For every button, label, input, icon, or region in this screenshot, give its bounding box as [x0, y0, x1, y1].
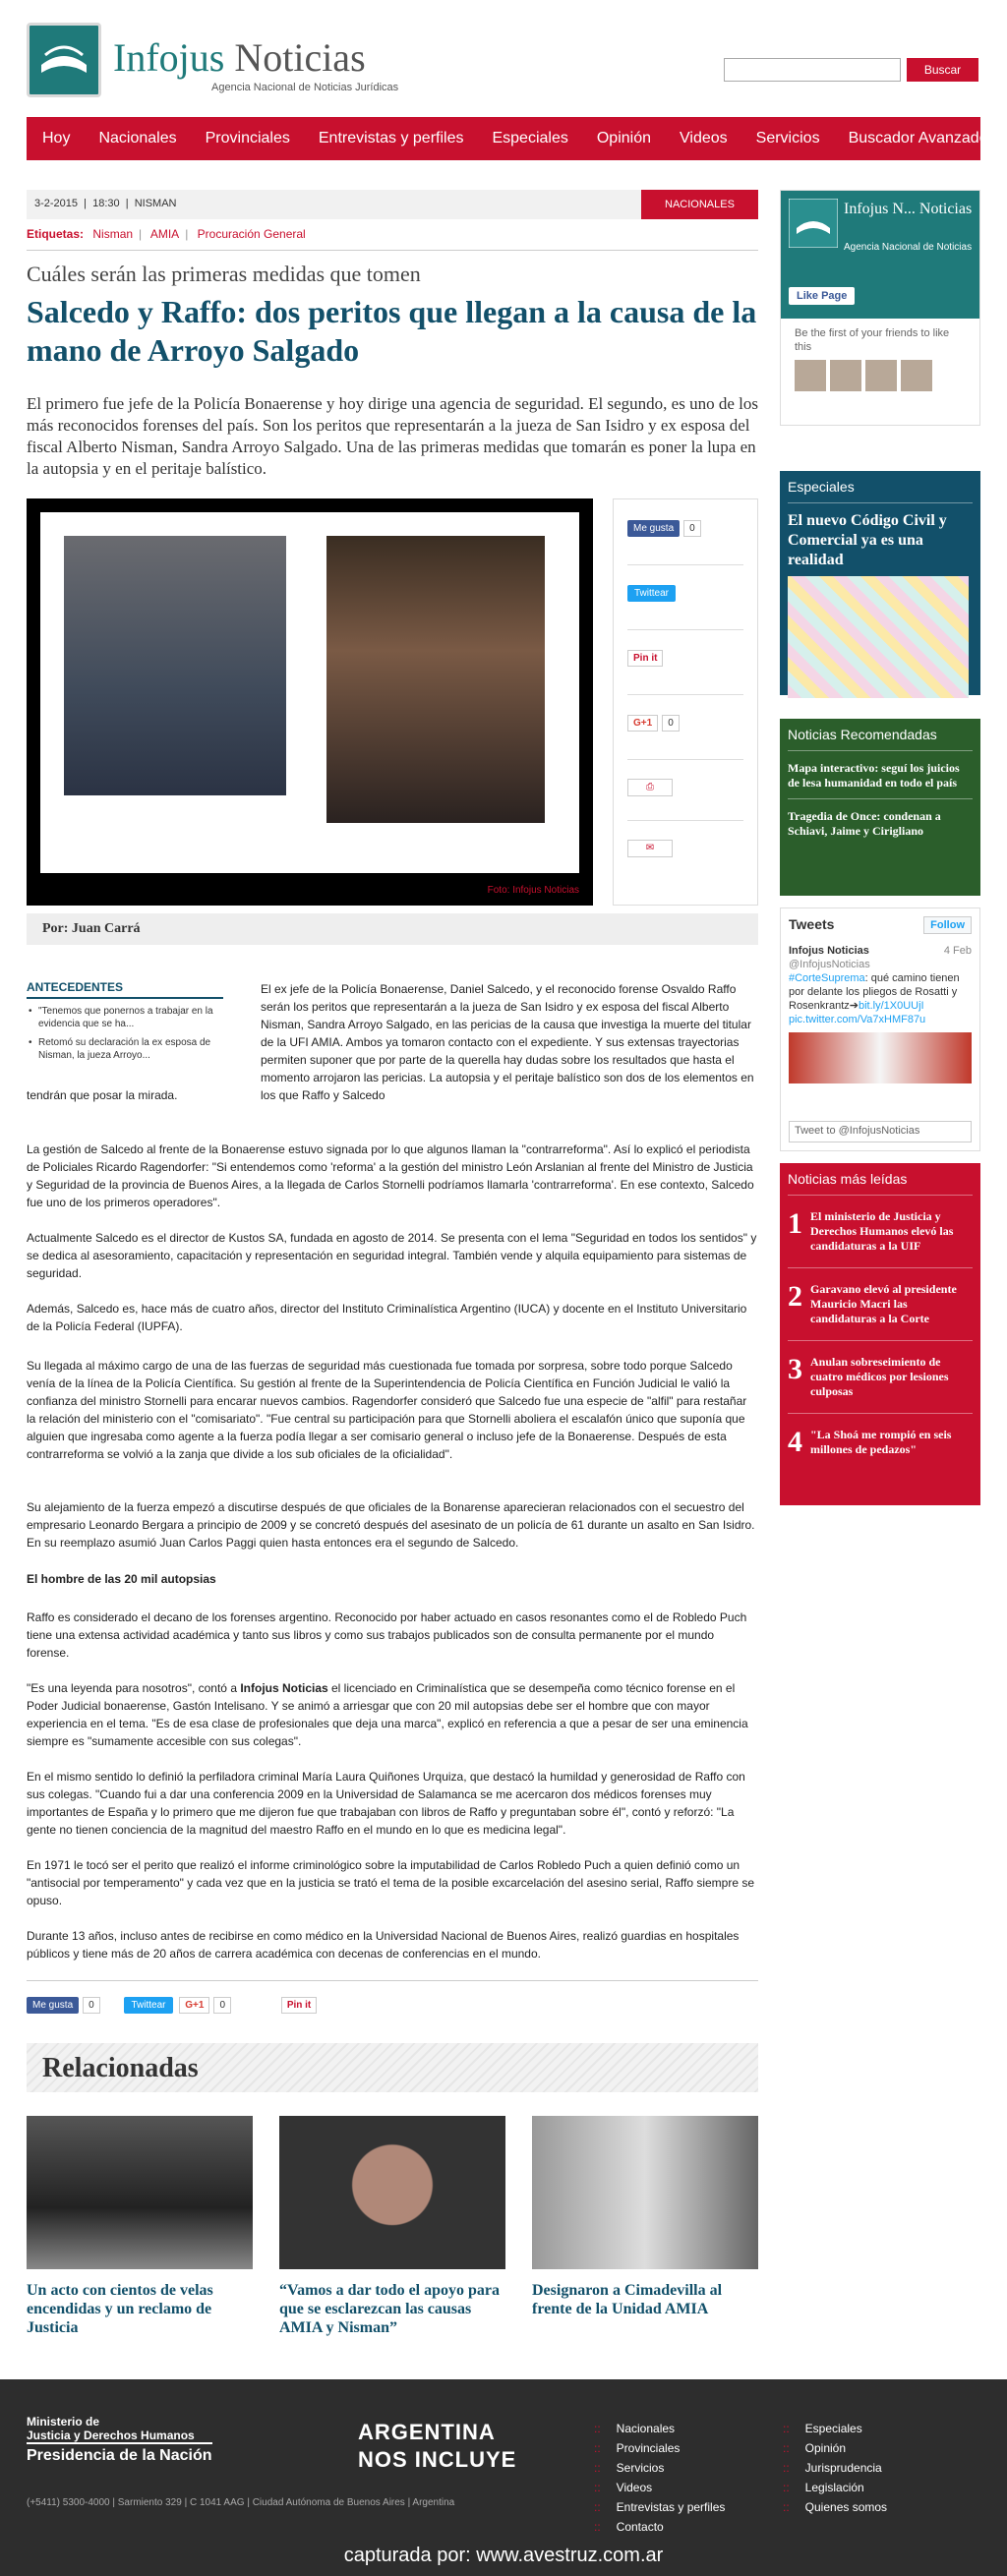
antecedente-link[interactable]: • Retomó su declaración la ex esposa de Nisman, la jueza Arroyo... [38, 1036, 223, 1062]
antecedente-link[interactable]: • "Tenemos que ponernos a trabajar en la evidencia que se ha... [38, 1005, 223, 1030]
footer-link[interactable]: :: Jurisprudencia [783, 2458, 887, 2478]
especiales-item-title[interactable]: El nuevo Código Civil y Comercial ya es una realidad [788, 512, 947, 568]
tag-link[interactable]: Nisman [92, 227, 134, 241]
tag-link[interactable]: Procuración General [197, 227, 306, 241]
body-paragraph: Raffo es considerado el decano de los forenses argentino. Reconocido por haber actuado en casos resonantes como el de Robledo Puch tiene una extensa actividad académica y tanto sus libros y como sus trabajos publicados son de consulta permanente por el mundo forense. [27, 1610, 747, 1660]
nav-item-hoy[interactable]: Hoy [42, 130, 71, 146]
tweet-text: : qué camino tienen por delante los pliegos de Rosatti y Rosenkrantz➔ [789, 972, 960, 1012]
footer-link[interactable]: :: Entrevistas y perfiles [594, 2497, 725, 2517]
logo-title: Infojus Noticias [113, 35, 366, 80]
article-headline: Salcedo y Raffo: dos peritos que llegan a la causa de la mano de Arroyo Salgado [27, 294, 757, 368]
tweet-account[interactable]: Infojus Noticias [789, 945, 869, 957]
facebook-page-subtitle: Agencia Nacional de Noticias [844, 242, 973, 253]
antecedentes-box [27, 980, 223, 1068]
facebook-page-name[interactable]: Infojus N... Noticias [844, 201, 973, 217]
google-plus-button[interactable]: G+1 [179, 1997, 209, 2014]
photo-raffo [326, 536, 545, 823]
footer-links-col-2 [783, 2419, 887, 2517]
site-logo[interactable] [27, 23, 400, 97]
related-card-title[interactable]: Un acto con cientos de velas encendidas y un reclamo de Justicia [27, 2282, 213, 2336]
especiales-title: Especiales [788, 479, 855, 495]
most-read-title: Noticias más leídas [788, 1171, 908, 1187]
nav-item-servicios[interactable]: Servicios [755, 130, 820, 146]
facebook-like-button[interactable]: Me gusta [27, 1997, 79, 2014]
body-paragraph: En el mismo sentido lo definió la perfiladora criminal María Laura Quiñones Urquiza, que destacó la humildad y generosidad de Raffo con sus colegas. "Cuando fui a dar una conferencia 2009 en la Universidad de Salamanca se me acercaron dos médicos forenses muy importantes de España y lo primero que me dijeron fue que trabajaban con libros de Raffo y preguntaban sobre él", contó y reforzó: "La gente no tienen conciencia de la magnitud del maestro Raffo en el mundo en lo que es medicina legal". [27, 1770, 745, 1837]
tweet-handle[interactable]: @InfojusNoticias [789, 959, 870, 970]
tweets-title: Tweets [789, 916, 835, 932]
body-paragraph: Su alejamiento de la fuerza empezó a discutirse después de que oficiales de la Bonarense aparecieran relacionados con el secuestro del empresario Leonardo Bergara a principio de 2009 y se concretó después del asesinato de un policía de 61 durante un asalto en San Isidro. En su reemplazo asumió Juan Carlos Paggi quien hasta entonces era el segundo de Salcedo. [27, 1500, 755, 1550]
tweet-image[interactable] [789, 1032, 972, 1083]
article-kicker: Cuáles serán las primeras medidas que tomen [27, 262, 421, 286]
most-read-item[interactable]: 1 El ministerio de Justicia y Derechos Humanos elevó las candidaturas a la UIF [788, 1207, 954, 1253]
body-paragraph: "Es una leyenda para nosotros", contó a Infojus Noticias el licenciado en Criminalística que se desempeña como técnico forense en el Poder Judicial bonaerense, Gastón Intelisano. Y se animó a arriesgar que con 20 mil autopsias debe ser el hombre que con mayor experiencia en el tema. "Es de esa clase de profesionales que deja una marca", explicó en referencia a que a pesar de ser una eminencia siempre es "sumamente accesible con sus colegas". [27, 1681, 748, 1748]
divider [27, 250, 758, 251]
search-input[interactable] [724, 58, 901, 82]
recommended-item[interactable]: Tragedia de Once: condenan a Schiavi, Jaime y Cirigliano [788, 809, 941, 838]
pinterest-button[interactable]: Pin it [627, 650, 663, 667]
most-read-item[interactable]: 2 Garavano elevó al presidente Mauricio Macri las candidaturas a la Corte [788, 1280, 957, 1325]
related-card[interactable] [27, 2116, 253, 2337]
logo-book-icon [27, 23, 101, 97]
pinterest-button[interactable]: Pin it [281, 1997, 317, 2014]
footer-links-col-1 [594, 2419, 725, 2537]
footer-link[interactable]: :: Servicios [594, 2458, 725, 2478]
body-paragraph: tendrán que posar la mirada. [27, 1088, 178, 1102]
share-column [613, 498, 758, 906]
photo-salcedo [64, 536, 286, 795]
search-button[interactable]: Buscar [907, 58, 978, 82]
main-nav [27, 117, 988, 160]
related-section [27, 2043, 758, 2336]
related-image[interactable] [279, 2116, 505, 2269]
footer-link[interactable]: :: Quienes somos [783, 2497, 887, 2517]
facebook-count: 0 [683, 520, 701, 537]
most-read-widget [780, 1163, 980, 1505]
tweet-pic-link[interactable]: pic.twitter.com/Va7xHMF87u [789, 1014, 926, 1025]
tweet-link[interactable]: bit.ly/1X0UUjI [858, 1000, 924, 1012]
tweet[interactable] [789, 944, 972, 1083]
footer-link[interactable]: :: Legislación [783, 2478, 887, 2497]
mail-icon[interactable]: ✉ [627, 840, 673, 857]
twitter-follow-button[interactable]: Follow [923, 916, 972, 934]
printer-icon[interactable]: ⎙ [627, 779, 673, 796]
logo-subtitle: Agencia Nacional de Noticias Jurídicas [211, 82, 399, 93]
body-paragraph: En 1971 le tocó ser el perito que realizó el informe criminológico sobre la imputabilidad de Carlos Robledo Puch a quien definió como un "antisocial por temperamento" y cada vez que en la justicia se trató el tema de la posible excarcelación del asesino serial, Raffo siempre se opuso. [27, 1858, 755, 1907]
related-image[interactable] [532, 2116, 758, 2269]
article-meta: 3-2-2015 | 18:30 | NISMAN [34, 198, 177, 209]
nav-item-nacionales[interactable]: Nacionales [98, 130, 177, 146]
footer [0, 2379, 1007, 2576]
footer-link[interactable]: :: Contacto [594, 2517, 725, 2537]
footer-ministry[interactable]: Ministerio de Justicia y Derechos Humanos [27, 2415, 195, 2442]
footer-link[interactable]: :: Nacionales [594, 2419, 725, 2438]
body-paragraph: Durante 13 años, incluso antes de recibirse en como médico en la Universidad Nacional de Buenos Aires, realizó guardias en hospitales públicos y tiene más de 20 años de carrera académica con decenas de conferencias en el mundo. [27, 1929, 740, 1961]
body-paragraph: Además, Salcedo es, hace más de cuatro años, director del Instituto Criminalística Argentino (IUCA) y docente en el Instituto Universitario de la Policía Federal (IUPFA). [27, 1302, 747, 1333]
tag-link[interactable]: AMIA [149, 227, 180, 241]
google-plus-count: 0 [213, 1997, 231, 2014]
logo-book-icon [789, 199, 838, 248]
body-subhead: El hombre de las 20 mil autopsias [27, 1572, 216, 1586]
recommended-widget [780, 719, 980, 896]
related-image[interactable] [27, 2116, 253, 2269]
nav-item-videos[interactable]: Videos [680, 130, 728, 146]
footer-link[interactable]: :: Videos [594, 2478, 725, 2497]
related-card[interactable] [279, 2116, 505, 2337]
article-lead: El primero fue jefe de la Policía Bonaerense y hoy dirige una agencia de seguridad. El segundo, es uno de los más reconocidos forenses del país. Son los peritos que representarán a la jueza de San Isidro y ex esposa del fiscal Alberto Nisman, Sandra Arroyo Salgado. Una de las primeras medidas que tomarán es poner la lupa en la autopsia y en el peritaje balístico. [27, 394, 758, 478]
antecedentes-title: ANTECEDENTES [27, 980, 223, 999]
capture-credit: capturada por: www.avestruz.com.ar [343, 2545, 664, 2566]
nav-item-provinciales[interactable]: Provinciales [205, 130, 290, 146]
nav-item-especiales[interactable]: Especiales [492, 130, 568, 146]
related-title: Relacionadas [27, 2043, 758, 2092]
facebook-share[interactable] [627, 523, 701, 534]
facebook-friends-text: Be the first of your friends to like this [781, 319, 979, 399]
section-badge[interactable]: NACIONALES [641, 190, 758, 219]
tweet-hashtag[interactable]: #CorteSuprema [789, 972, 865, 984]
related-card[interactable] [532, 2116, 758, 2318]
nav-item-entrevistas[interactable]: Entrevistas y perfiles [318, 130, 464, 146]
twitter-share-button[interactable]: Twittear [627, 585, 676, 602]
google-plus-button[interactable]: G+1 [627, 715, 658, 732]
twitter-widget [780, 907, 980, 1151]
google-plus-count: 0 [662, 715, 680, 732]
recommended-item[interactable]: Mapa interactivo: seguí los juicios de lesa humanidad en todo el país [788, 761, 960, 790]
recommended-title: Noticias Recomendadas [788, 727, 937, 742]
footer-link[interactable]: :: Especiales [783, 2419, 887, 2438]
facebook-count: 0 [83, 1997, 100, 2014]
tags-line: Etiquetas: Nisman | AMIA | Procuración General [27, 227, 306, 241]
tweet-date: 4 Feb [943, 945, 972, 957]
nav-item-opinion[interactable]: Opinión [596, 130, 652, 146]
nav-item-buscador[interactable]: Buscador Avanzado [848, 130, 988, 146]
article-byline: Por: Juan Carrá [27, 913, 758, 945]
especiales-widget [780, 471, 980, 695]
article-photo [27, 498, 593, 906]
friend-thumbnails [795, 360, 966, 391]
facebook-like-button[interactable]: Me gusta [627, 520, 680, 537]
divider [27, 1980, 758, 1981]
body-paragraph: El ex jefe de la Policía Bonaerense, Daniel Salcedo, y el reconocido forense Osvaldo Raffo serán los peritos que representarán a la jueza de San Isidro y ex esposa del fiscal Alberto Nisman, Sandra Arroyo Salgado, en las pericias de la causa que investiga la muerte del titular de la UFI AMIA. Ambos ya tomaron contacto con el expediente. Y sus extensas trayectorias permiten suponer que por parte de la querella hay dudas sobre los resultados que hasta el momento arrojaron las pericias. La autopsia y el peritaje balístico son dos de los elementos en los que Raffo y Salcedo [261, 982, 754, 1102]
most-read-item[interactable]: 4 "La Shoá me rompió en seis millones de pedazos" [788, 1426, 952, 1458]
body-paragraph: Su llegada al máximo cargo de una de las fuerzas de seguridad más cuestionada fue tomada por sorpresa, sobre todo porque Salcedo venía de la línea de la Policía Científica. Su gestión al frente de la Superintendencia de Policía Científica en Función Judicial le valió la confianza del ministro Stornelli para encarar nuevos cambios. Ragendorfer consideró que Salcedo fue una especie de "alfil" para restañar la relación del ministerio con el "comisariato". "Fue central su participación para que Stornelli aboliera el escalafón único que suponía que alguien que ingresaba como agente a la fuerza podía llegar a ser comisario general o incluso jefe de la Bonaerense. Después de esta contrarreforma se volvió a la zanja que divide a los sub oficiales de la oficialidad". [27, 1359, 747, 1461]
footer-address: (+5411) 5300-4000 | Sarmiento 329 | C 1041 AAG | Ciudad Autónoma de Buenos Aires | Argentina [27, 2497, 455, 2508]
related-card-title[interactable]: Designaron a Cimadevilla al frente de la Unidad AMIA [532, 2282, 723, 2317]
facebook-like-page-button[interactable]: Like Page [789, 287, 855, 305]
tags-label: Etiquetas: [27, 227, 85, 241]
facebook-banner[interactable] [781, 191, 979, 319]
body-paragraph: Actualmente Salcedo es el director de Kustos SA, fundada en agosto de 2014. Se presenta con el lema "Seguridad en todos los sentidos" y se dedica al asesoramiento, capacitación y representación en seguridad integral. También vende y alquila equipamiento para sistemas de seguridad. [27, 1231, 757, 1280]
footer-link[interactable]: :: Provinciales [594, 2438, 725, 2458]
most-read-item[interactable]: 3 Anulan sobreseimiento de cuatro médicos por lesiones culposas [788, 1353, 949, 1398]
footer-slogan: ARGENTINA NOS INCLUYE [358, 2420, 517, 2472]
footer-presidency[interactable]: Presidencia de la Nación [27, 2442, 212, 2465]
footer-link[interactable]: :: Opinión [783, 2438, 887, 2458]
related-card-title[interactable]: “Vamos a dar todo el apoyo para que se esclarezcan las causas AMIA y Nisman” [279, 2282, 501, 2336]
especiales-image[interactable] [788, 576, 969, 698]
facebook-widget [780, 190, 980, 426]
share-bar-bottom [27, 2000, 758, 2020]
photo-credit: Foto: Infojus Noticias [487, 885, 579, 896]
body-paragraph: La gestión de Salcedo al frente de la Bonaerense estuvo signada por lo que algunos llaman la "contrarreforma". Así lo explicó el periodista de Policiales Ricardo Ragendorfer: "Si entendemos como 'reforma' a la gestión del ministro León Arslanian al frente del Ministro de Justicia y Seguridad de la provincia de Buenos Aires, a la llegada de Carlos Stornelli podríamos llamarla 'contrarreforma'. En ese contexto, Salcedo fue uno de los primeros operadores". [27, 1142, 754, 1209]
twitter-share-button[interactable]: Twittear [124, 1997, 172, 2014]
tweet-to-input[interactable]: Tweet to @InfojusNoticias [789, 1121, 972, 1142]
